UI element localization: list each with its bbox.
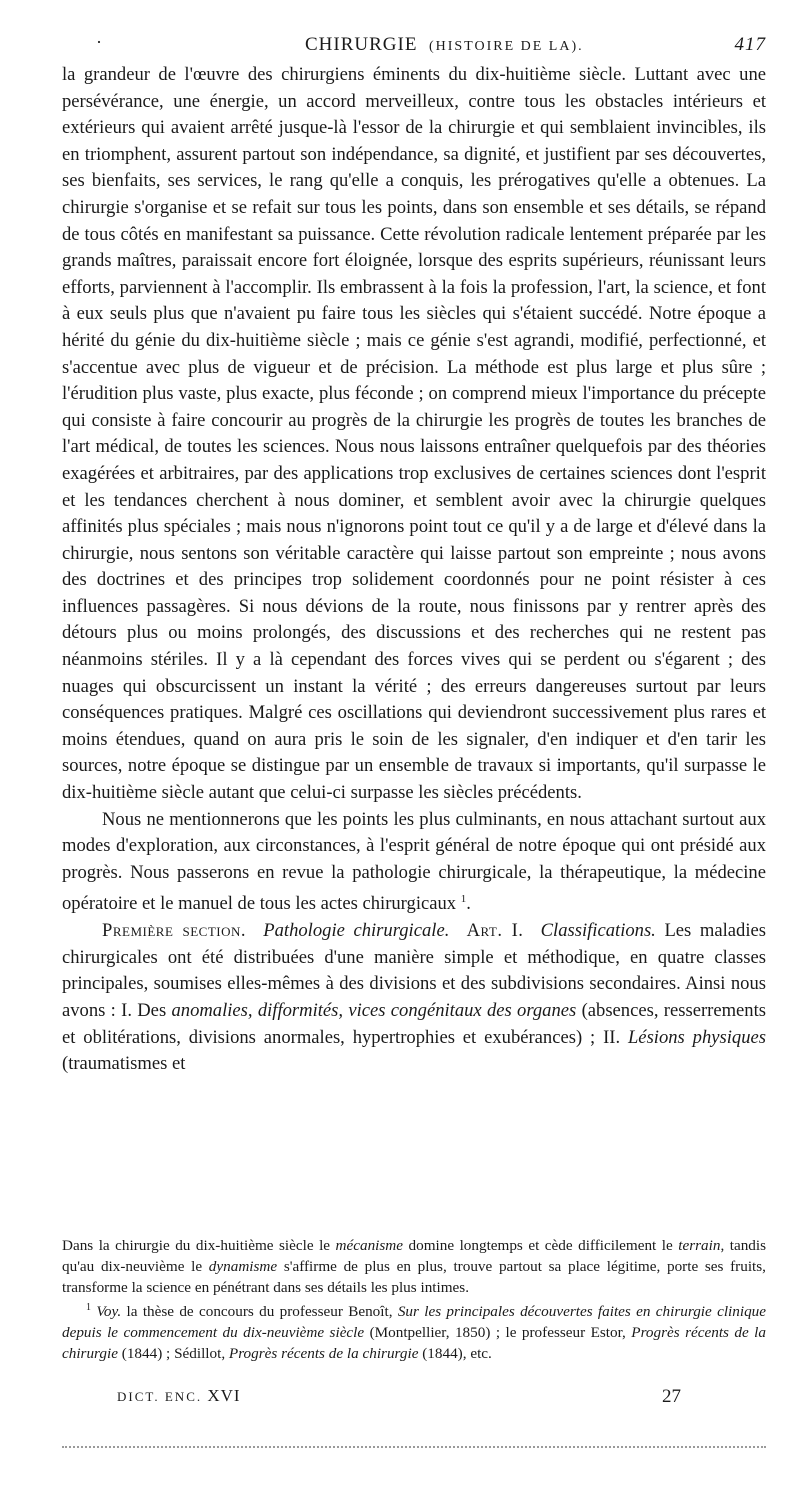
footnote-text: , tandis qu'au dix-neuvième le [62, 1237, 767, 1275]
main-text [62, 62, 766, 1078]
emphasis: anomalies, difformités, vices congénitaux des organes [171, 999, 577, 1021]
emphasis: terrain [678, 1237, 721, 1254]
running-title-main: CHIRURGIE [305, 34, 418, 55]
footnote [62, 1298, 766, 1364]
section-title: Pathologie chirurgicale. [263, 920, 450, 942]
signature-prefix: DICT. ENC. [117, 1389, 203, 1404]
footnote-text: (Montpellier, 1850) ; le professeur Estor, [364, 1324, 632, 1342]
emphasis: Progrès récents de la chirurgie [228, 1345, 419, 1363]
page-footer [62, 1386, 766, 1410]
paragraph: Nous ne mentionnerons que les points les plus culminants, en nous attachant surtout aux modes d'exploration, aux circonstances, à l'esprit général de notre époque qui ont présidé aux progrès. Nous passerons en revue la pathologie chirurgicale, la thérapeutique, la médecine opératoire et le manuel de tous les actes chirurgicaux $^1$. [62, 808, 766, 915]
footnote-ref: 1 [460, 893, 467, 906]
signature-mark [117, 1386, 241, 1406]
footnote-text: domine longtemps et cède difficilement le [403, 1237, 679, 1254]
emphasis: mécanisme [335, 1237, 404, 1254]
running-header [60, 34, 766, 58]
paragraph-text: Nous ne mentionnerons que les points les plus culminants, en nous attachant surtout aux modes d'exploration, aux circonstances, à l'esprit général de notre époque qui ont présidé aux progrès. Nous passerons en revue la pathologie chirurgicale, la thérapeutique, la médecine opératoire et le manuel de tous les actes chirurgicaux [62, 808, 766, 915]
section-label: Première section. [102, 920, 247, 942]
paragraph-text: Les maladies chirurgicales ont été distribuées d'une manière simple et méthodique, en quatre classes principales, soumises elles-mêmes à des divisions et des subdivisions secondaires. Ainsi nous avons : I. Des [62, 920, 766, 1021]
bottom-dotted-rule [62, 1446, 766, 1448]
emphasis: dynamisme [208, 1257, 278, 1275]
paragraph-text: (absences, resserrements et oblitérations, divisions anormales, hypertrophies et exubérances) ; II. [62, 999, 766, 1048]
page-number: 417 [734, 34, 766, 55]
header-mark: · [96, 32, 103, 52]
emphasis: Progrès récents de la chirurgie [62, 1324, 766, 1363]
running-title [305, 34, 584, 56]
article-label: Art. I. [466, 920, 524, 942]
paragraph-text: (traumatismes et [62, 1053, 186, 1075]
footnote-text: s'affirme de plus en plus, trouve partout sa place légitime, porte ses fruits, transforme la science en pénétrant dans ses détails les plus intimes. [62, 1257, 766, 1296]
footnote-marker: 1 [86, 1302, 91, 1314]
footnote-continuation [62, 1236, 766, 1298]
footnote-text: la thèse de concours du professeur Benoît, [121, 1303, 398, 1321]
signature-volume: XVI [207, 1386, 241, 1405]
paragraph [62, 918, 766, 1078]
emphasis: Lésions physiques [627, 1026, 766, 1048]
paragraph: la grandeur de l'œuvre des chirurgiens éminents du dix-huitième siècle. Luttant avec une persévérance, une énergie, un accord merveilleux, contre tous les obstacles intérieurs et extérieurs qui avaient arrêté jusque-là l'essor de la chirurgie et qui semblaient invincibles, ils en triomphent, assurent partout son indépendance, sa dignité, et justifient par ses découvertes, ses bienfaits, ses services, le rang qu'elle a conquis, les prérogatives qu'elle a obtenues. La chirurgie s'organise et se refait sur tous les points, dans son ensemble et ses détails, se répand de tous côtés en manifestant sa puissance. Cette révolution radicale lentement préparée par les grands maîtres, paraissait encore fort éloignée, lorsque des esprits supérieurs, réunissant leurs efforts, parviennent à l'accomplir. Ils embrassent à la fois la profession, l'art, la science, et font à eux seuls plus que n'avaient pu faire tous les siècles qui s'étaient succédé. Notre époque a hérité du génie du dix-huitième siècle ; mais ce génie s'est agrandi, modifié, perfectionné, et s'accentue avec plus de vigueur et de précision. La méthode est plus large et plus sûre ; l'érudition plus vaste, plus exacte, plus féconde ; on comprend mieux l'importance du précepte qui consiste à faire concourir au progrès de la chirurgie les progrès de toutes les branches de l'art médical, de toutes les sciences. Nous nous laissons entraîner quelquefois par des théories exagérées et arbitraires, par des applications trop exclusives de certaines sciences dont l'esprit et les tendances cherchent à nous dominer, et semblent avoir avec la chirurgie quelques affinités plus spéciales ; mais nous n'ignorons point tout ce qu'il y a de large et d'élevé dans la chirurgie, nous sentons son véritable caractère qui laisse partout son empreinte ; nous avons des doctrines et des principes trop solidement coordonnés pour ne point résister à ces influences passagères. Si nous dévions de la route, nous finissons par y rentrer après des détours plus ou moins prolongés, des discussions et des recherches qui ne restent pas néanmoins stériles. Il y a là cependant des forces vives qui se perdent ou s'égarent ; des nuages qui obscurcissent un instant la vérité ; des erreurs dangereuses surtout par leurs conséquences pratiques. Malgré ces oscillations qui deviendront successivement plus rares et moins étendues, quand on aura pris le soin de les signaler, d'en indiquer et d'en tarir les sources, notre époque se distingue par un ensemble de travaux si importants, qu'il surpasse le dix-huitième siècle autant que celui-ci surpasse les siècles précédents. [62, 64, 766, 804]
footnote-voy: Voy. [96, 1303, 122, 1321]
footnote-text: (1844), etc. [418, 1345, 492, 1363]
sheet-number: 27 [662, 1386, 681, 1407]
footnotes [62, 1236, 766, 1365]
footnote-text: Dans la chirurgie du dix-huitième siècle le [62, 1237, 336, 1254]
running-title-subtitle: (HISTOIRE DE LA). [428, 39, 584, 54]
emphasis: Sur les principales découvertes faites en chirurgie clinique depuis le commencement du dix-neuvième siècle [62, 1303, 767, 1342]
footnote-text: (1844) ; Sédillot, [117, 1345, 229, 1363]
article-title: Classifications. [540, 920, 656, 942]
